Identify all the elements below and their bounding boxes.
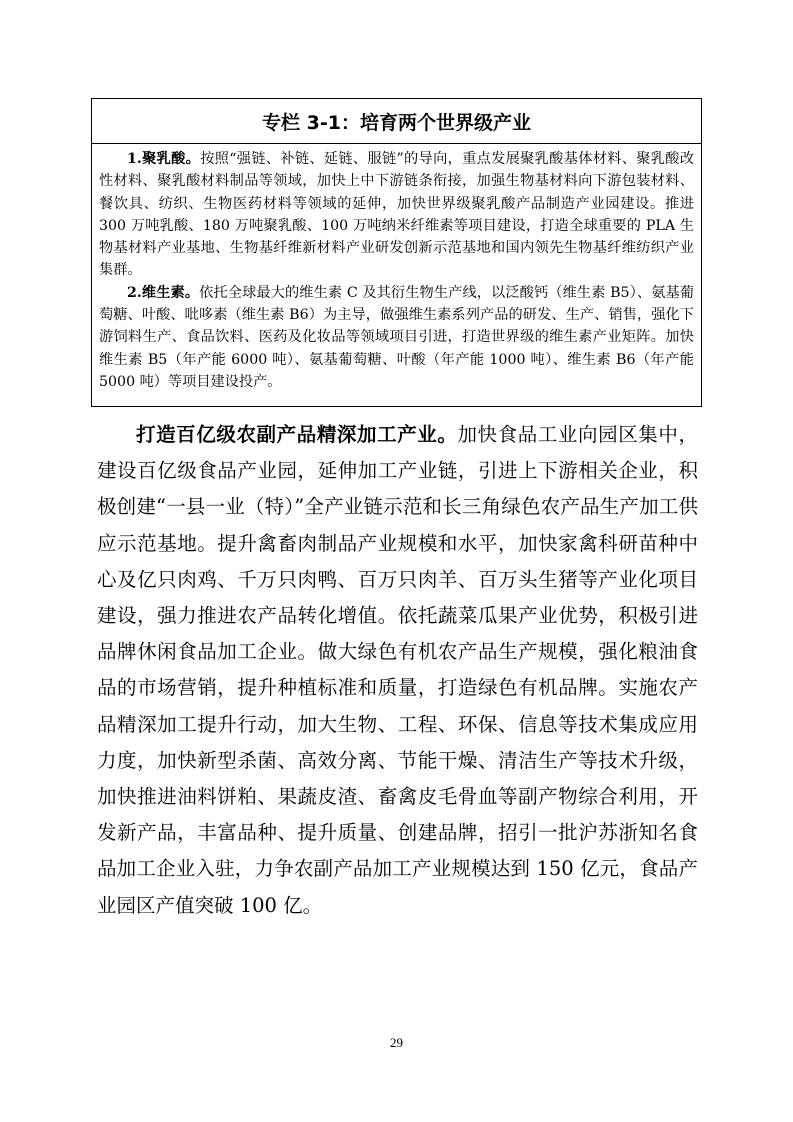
box-item-text: 依托全球最大的维生素 C 及其衍生物生产线，以泛酸钙（维生素 B5）、氨基葡萄糖、叶酸、吡哆素（维生素 B6）为主导，做强维生素系列产品的研发、生产、销售，强化下游饲料生产、食品饮料、医药及化妆品等领域项目引进，打造世界级的维生素产业矩阵。加快维生素 B5（年产能 6000 吨）、氨基葡萄糖、叶酸（年产能 1000 吨）、维生素 B6（年产能 5000 吨）等项目建设投产。 bbox=[99, 284, 694, 390]
box-body bbox=[92, 144, 701, 393]
main-paragraph-heading: 打造百亿级农副产品精深加工产业。 bbox=[136, 423, 458, 446]
box-title: 专栏 3-1：培育两个世界级产业 bbox=[92, 99, 701, 144]
box-item-text: 按照“强链、补链、延链、服链”的导向，重点发展聚乳酸基体材料、聚乳酸改性材料、聚乳酸材料制品等领域，加快上中下游链条衔接，加强生物基材料向下游包装材料、餐饮具、纺织、生物医药材料等领域的延伸，加快世界级聚乳酸产品制造产业园建设。推进 300 万吨乳酸、180 万吨聚乳酸、100 万吨纳米纤维素等项目建设，打造全球重要的 PLA 生物基材料产业基地、生物基纤维新材料产业研发创新示范基地和国内领先生物基纤维纺织产业集群。 bbox=[99, 151, 695, 279]
box-item-polylactic-acid bbox=[99, 148, 694, 282]
main-paragraph bbox=[97, 417, 698, 924]
main-paragraph-text: 加快食品工业向园区集中，建设百亿级食品产业园，延伸加工产业链，引进上下游相关企业，积极创建“一县一业（特）”全产业链示范和长三角绿色农产品生产加工供应示范基地。提升禽畜肉制品产业规模和水平，加快家禽科研苗种中心及亿只肉鸡、千万只肉鸭、百万只肉羊、百万头生猪等产业化项目建设，强力推进农产品转化增值。依托蔬菜瓜果产业优势，积极引进品牌休闲食品加工企业。做大绿色有机农产品生产规模，强化粮油食品的市场营销，提升种植标准和质量，打造绿色有机品牌。实施农产品精深加工提升行动，加大生物、工程、环保、信息等技术集成应用力度，加快新型杀菌、高效分离、节能干燥、清洁生产等技术升级，加快推进油料饼粕、果蔬皮渣、畜禽皮毛骨血等副产物综合利用，开发新产品，丰富品种、提升质量、创建品牌，招引一批沪苏浙知名食品加工企业入驻，力争农副产品加工产业规模达到 150 亿元，食品产业园区产值突破 100 亿。 bbox=[97, 423, 698, 917]
box-item-heading: 1.聚乳酸。 bbox=[127, 151, 201, 167]
special-column-box bbox=[91, 98, 702, 407]
box-item-heading: 2.维生素。 bbox=[127, 284, 200, 301]
page-number: 29 bbox=[390, 1035, 403, 1050]
box-item-vitamin bbox=[99, 282, 694, 393]
